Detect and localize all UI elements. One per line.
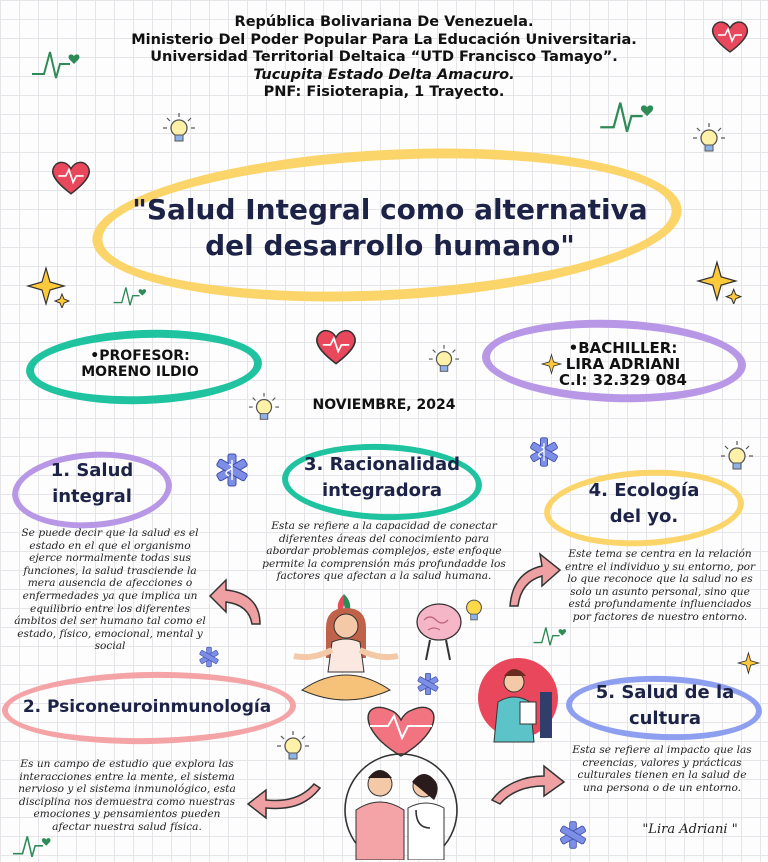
brain-illustration [414,600,464,664]
institution-header [0,14,768,102]
section5-title [580,680,750,732]
section3-title-line2: integradora [322,480,442,501]
heartbeat-line-icon [530,622,570,648]
header-line-1: República Bolivariana De Venezuela. [234,14,534,30]
sparkle-star-icon [24,264,70,308]
section1-title-line2: integral [52,486,132,507]
lightbulb-icon [428,344,460,376]
medical-star-icon [416,672,440,696]
sparkle-star-icon [694,258,742,304]
section1-title [30,458,154,510]
date-label: NOVIEMBRE, 2024 [312,397,456,413]
bachiller-name: LIRA ADRIANI [565,355,681,373]
lightbulb-icon [692,122,726,156]
section3-text: Esta se refiere a la capacidad de conectar diferentes áreas del conocimiento para abordar problemas complejos, este enfoque permite la comprensión más profundadde los factores que afectan a la salud humana. [262,520,506,583]
heart-icon [50,158,92,196]
sparkle-star-icon [736,650,762,676]
section3-title [292,452,472,504]
section5-text: Esta se refiere al impacto que las creencias, valores y prácticas culturales tienen en la salud de una persona o de un entorno. [572,744,752,794]
heartbeat-line-icon [598,92,656,138]
bachiller-label: •BACHILLER: [568,339,678,357]
section2-text: Es un campo de estudio que explora las interacciones entre la mente, el sistema nervioso y el sistema inmunológico, esta disciplina nos demuestra como nuestras emociones y pensamientos pueden afectar nuestra salud física. [18,758,236,833]
bachiller-block [548,340,698,388]
header-line-4: Tucupita Estado Delta Amacuro. [253,66,515,83]
medical-star-icon [214,452,250,488]
curved-arrow-icon [506,548,564,610]
heartbeat-line-icon [10,830,54,860]
doctor-patient-illustration [332,700,470,860]
signature: "Lira Adriani " [642,822,738,837]
heartbeat-line-icon [30,44,82,82]
sparkle-star-icon [540,352,564,376]
heartbeat-line-icon [110,282,150,308]
heart-icon [710,18,750,54]
section2-title: 2. Psiconeuroinmunología [22,697,272,717]
curved-arrow-icon [206,568,266,628]
header-line-5: PNF: Fisioterapia, 1 Trayecto. [263,84,505,100]
section4-title-line2: del yo. [609,506,679,527]
page-title [120,192,660,264]
lightbulb-icon [720,440,754,474]
title-line-2: del desarrollo humano" [205,229,575,262]
section5-title-line1: 5. Salud de la [595,682,735,703]
medical-star-icon [198,646,220,668]
section3-title-line1: 3. Racionalidad [303,454,461,475]
medical-star-icon [528,436,560,468]
lightbulb-icon [162,112,196,146]
profesor-label: •PROFESOR: [90,348,190,364]
section4-title [576,478,712,530]
meditating-woman-illustration [284,590,406,706]
title-line-1: "Salud Integral como alternativa [132,193,648,226]
curved-arrow-icon [244,780,324,826]
heart-icon [314,326,358,366]
curved-arrow-icon [488,760,568,806]
header-line-2: Ministerio Del Poder Popular Para La Educación Universitaria. [131,31,637,48]
section5-title-line2: cultura [628,708,702,729]
medical-star-icon [558,820,588,850]
lightbulb-icon [460,596,488,624]
lightbulb-icon [248,392,280,424]
profesor-name: MORENO ILDIO [81,364,199,380]
section1-title-line1: 1. Salud [50,460,134,481]
header-line-3: Universidad Territorial Deltaica “UTD Francisco Tamayo”. [150,49,618,65]
nurse-illustration [474,652,560,748]
section1-text: Se puede decir que la salud es el estado en el que el organismo ejerce normalmente todas sus funciones, la salud trasciende la mera ausencia de afecciones o enfermedades ya que implica un equilibrio entre los diferentes ámbitos del ser humano tal como el estado, físico, emocional, mental y social [14,527,206,653]
bachiller-ci: C.I: 32.329 084 [559,371,687,389]
lightbulb-icon [276,730,310,764]
section4-title-line1: 4. Ecología [588,480,700,501]
profesor-block [50,348,230,380]
section4-text: Este tema se centra en la relación entre el individuo y su entorno, por lo que reconoce que la salud no es solo un asunto personal, sino que está profundamente influenciados por factores de nuestro entorno. [564,548,756,623]
